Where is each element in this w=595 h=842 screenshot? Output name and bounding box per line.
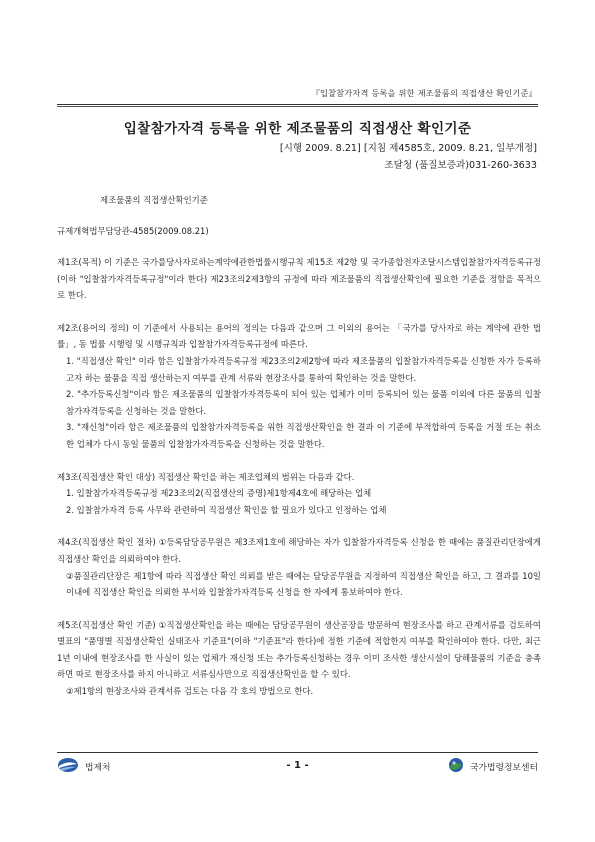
header-rule (57, 104, 538, 105)
footer-right (448, 757, 538, 776)
article-2-item-1: 1. "직접생산 확인" 이라 함은 입찰참가자격등록규정 제23조의2제2항에 따라 제조물품의 입찰참가자격등록을 신청한 자가 등록하고자 하는 물품을 직접 생산하는지 여부를 관계 서류와 현장조사를 통하여 확인하는 것을 말한다. (66, 355, 541, 383)
article-5: 제5조(직접생산 확인 기준) ①직접생산확인을 하는 때에는 담당공무원이 생산공장을 방문하여 현장조사를 하고 관계서류를 검토하여 별표의 "품명별 직접생산확인 실태조사 기준표"(이하 "기준표"라 한다)에 정한 기준에 적합한지 여부를 확인하여야 한다. 다만, 최근 1년 이내에 현장조사를 한 사실이 있는 업체가 재신청 또는 추가등록신청하는 경우 이미 조사한 생산시설이 당해물품의 기준을 충족하면 따로 현장조사를 하지 아니하고 서류심사만으로 직접생산확인을 할 수 있다. (57, 619, 541, 680)
running-header: 『입찰참가자격 등록을 위한 제조물품의 직접생산 확인기준』 (311, 88, 537, 98)
article-2-item-3: 3. "재신청"이라 함은 제조물품의 입찰참가자격등록을 위한 직접생산확인을 한 결과 이 기준에 부적합하여 등록을 거절 또는 취소한 업체가 다시 동일 물품의 입찰참가자격등록을 신청하는 것을 말한다. (66, 422, 541, 449)
page-footer (57, 757, 538, 779)
article-3-item-2: 2. 입찰참가자격 등록 사무와 관련하여 직접생산 확인을 할 필요가 있다고 인정하는 업체 (66, 504, 387, 515)
document-number: 규제개혁법무담당관-4585(2009.08.21) (57, 226, 209, 236)
article-1: 제1조(목적) 이 기준은 국가를당사자로하는계약에관한법률시행규칙 제15조 제2항 및 국가종합전자조달시스템입찰참가자격등록규정(이하 "입찰참가자격등록규정"이라 한다) 제23조의2제3항의 규정에 따라 제조물품의 직접생산확인에 필요한 기준을 정함을 목적으로 한다. (57, 257, 541, 301)
footer-left-label: 법제처 (85, 763, 111, 773)
document-title: 입찰참가자격 등록을 위한 제조물품의 직접생산 확인기준 (123, 121, 472, 137)
contact-info: 조달청 (품질보증과)031-260-3633 (384, 160, 537, 171)
article-3-block (57, 469, 541, 519)
article-4-block (57, 534, 541, 600)
document-short-name: 제조물품의 직접생산확인기준 (100, 195, 208, 205)
header-rule-thin (57, 106, 538, 107)
document-body (57, 254, 541, 716)
page-number: - 1 - (286, 760, 309, 771)
document-subtitle: [시행 2009. 8.21] [지침 제4585호, 2009. 8.21, 일부개정] (279, 143, 537, 154)
article-3: 제3조(직접생산 확인 대상) 직접생산 확인을 하는 제조업체의 범위는 다음과 같다. (57, 471, 355, 482)
article-4: 제4조(직접생산 확인 절차) ①등록담당공무원은 제3조제1호에 해당하는 자가 입찰참가자격등록 신청을 한 때에는 품질관리단장에게 직접생산 확인을 의뢰하여야 한다. (57, 537, 541, 564)
footer-rule (57, 752, 538, 753)
article-5-para-2: ②제1항의 현장조사와 관계서류 검토는 다음 각 호의 방법으로 한다. (66, 686, 314, 697)
article-2: 제2조(용어의 정의) 이 기준에서 사용되는 용어의 정의는 다음과 같으며 그 이외의 용어는 「국가를 당사자로 하는 계약에 관한 법률」, 동 법률 시행령 및 시행규칙과 입찰참가자격등록규정에 따른다. (57, 322, 541, 350)
article-5-block (57, 617, 541, 700)
article-4-para-2: ②품질관리단장은 제1항에 따라 직접생산 확인 의뢰를 받은 때에는 담당공무원을 지정하여 직접생산 확인을 하고, 그 결과를 10일 이내에 직접생산 확인을 의뢰한 부서와 입찰참가자격등록 신청을 한 자에게 통보하여야 한다. (66, 570, 541, 598)
article-2-block (57, 320, 541, 453)
law-center-logo-icon (448, 757, 464, 776)
footer-right-label: 국가법령정보센터 (470, 763, 538, 773)
article-2-item-2: 2. "추가등록신청"이라 함은 제조물품의 입찰참가자격등록이 되어 있는 업체가 이미 등록되어 있는 물품 이외에 다른 물품의 입찰참가자격등록을 신청하는 것을 말한다. (66, 389, 541, 416)
article-3-item-1: 1. 입찰참가자격등록규정 제23조의2(직접생산의 증명)제1항제4호에 해당하는 업체 (66, 488, 372, 499)
